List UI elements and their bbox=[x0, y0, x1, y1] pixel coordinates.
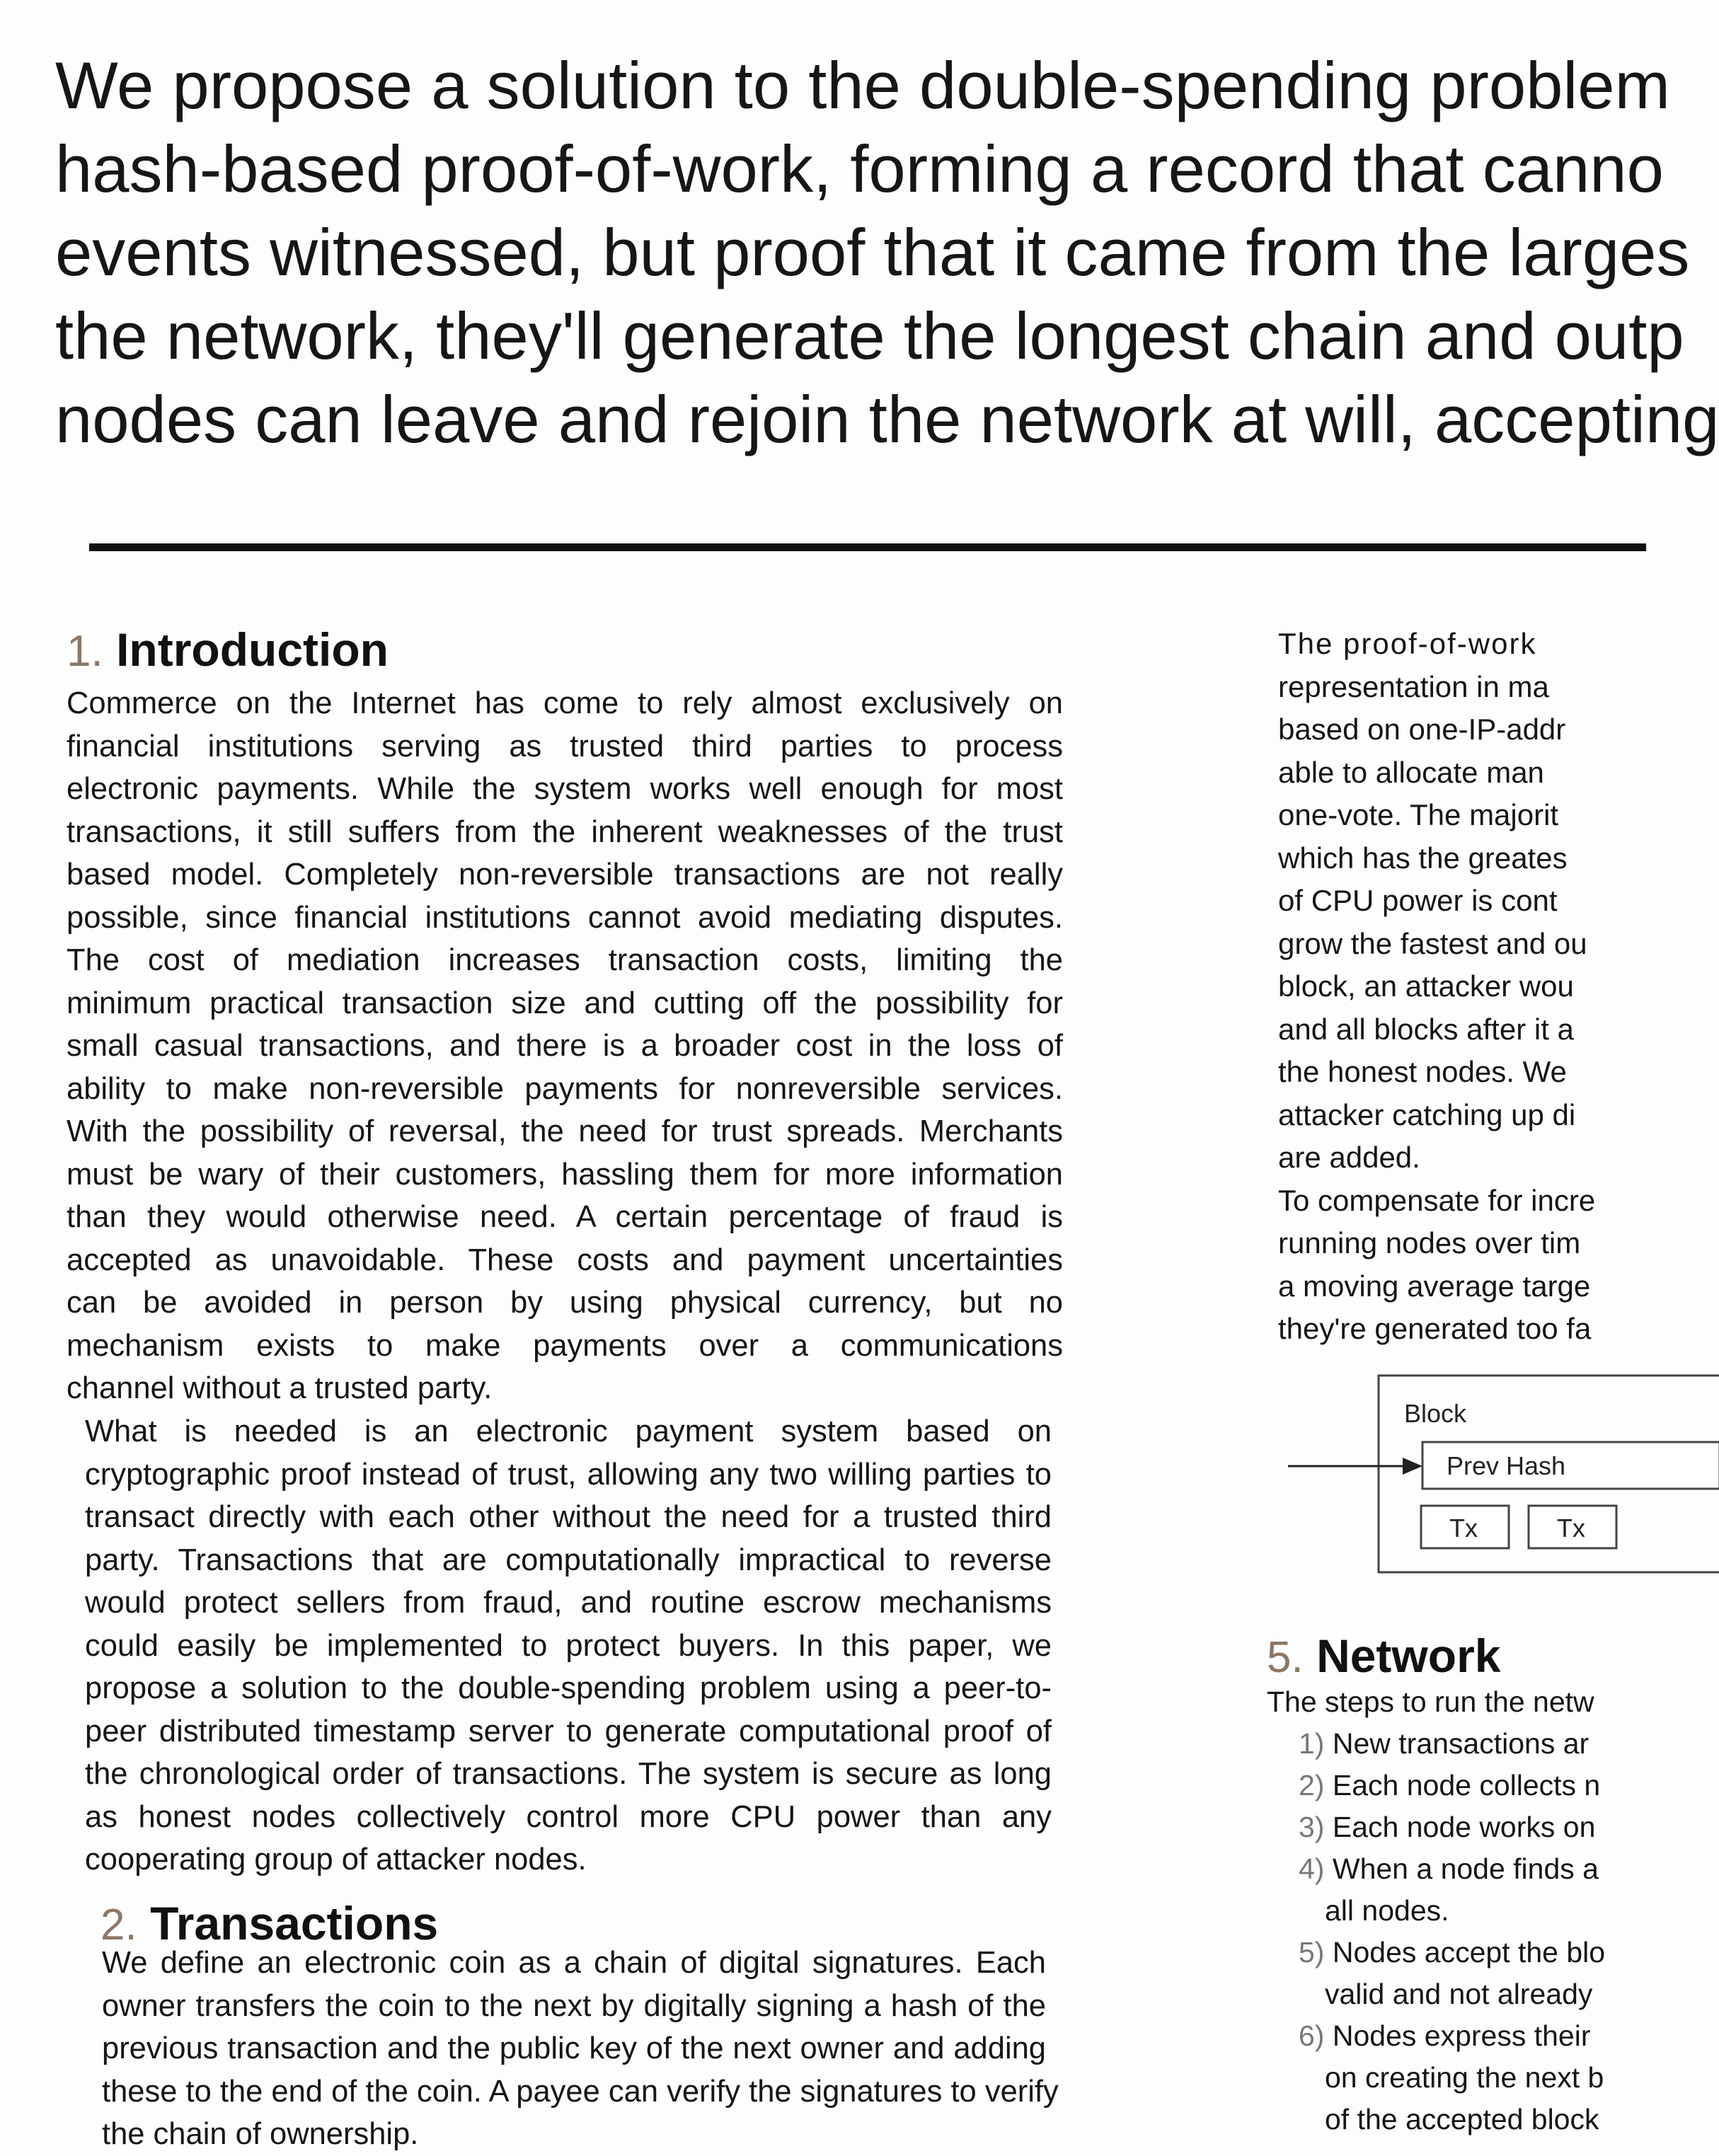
abstract-line: events witnessed, but proof that it came from the larges bbox=[55, 215, 1690, 289]
text-line: can be avoided in person by using physical currency, but no bbox=[67, 1286, 1063, 1320]
network-intro: The steps to run the netw bbox=[1267, 1685, 1594, 1718]
text-line: and all blocks after it a bbox=[1278, 1012, 1574, 1046]
step-number: 4) bbox=[1299, 1852, 1325, 1885]
text-line: they're generated too fa bbox=[1278, 1312, 1592, 1345]
text-line: of CPU power is cont bbox=[1278, 884, 1558, 917]
section-number: 1. bbox=[67, 627, 103, 676]
text-line: owner transfers the coin to the next by digitally signing a hash of the bbox=[102, 1988, 1046, 2023]
step-number: 6) bbox=[1299, 2019, 1325, 2052]
text-line: Commerce on the Internet has come to rely almost exclusively on bbox=[67, 686, 1063, 720]
text-line: would protect sellers from fraud, and routine escrow mechanisms bbox=[85, 1586, 1052, 1620]
text-line: previous transaction and the public key of the next owner and adding bbox=[102, 2031, 1046, 2065]
text-line: as honest nodes collectively control more CPU power than any bbox=[85, 1799, 1052, 1834]
text-line: the chronological order of transactions. The system is secure as long bbox=[85, 1757, 1052, 1791]
text-line: transactions, it still suffers from the inherent weaknesses of the trust bbox=[67, 814, 1063, 849]
abstract-line: We propose a solution to the double-spending problem bbox=[55, 48, 1670, 122]
step-text: New transactions ar bbox=[1332, 1727, 1589, 1760]
step-continuation: valid and not already bbox=[1325, 1978, 1593, 2010]
text-line: able to allocate man bbox=[1278, 755, 1544, 789]
text-line: one-vote. The majorit bbox=[1278, 798, 1559, 831]
list-item bbox=[1267, 1848, 1691, 1890]
section-number: 5. bbox=[1267, 1633, 1304, 1682]
text-line: electronic payments. While the system works well enough for most bbox=[67, 772, 1063, 806]
section-title-network bbox=[1267, 1629, 1500, 1685]
text-line: cryptographic proof instead of trust, allowing any two willing parties to bbox=[85, 1457, 1052, 1492]
text-line: a moving average targe bbox=[1278, 1269, 1591, 1303]
abstract-line: hash-based proof-of-work, forming a record that canno bbox=[55, 132, 1664, 206]
text-line: With the possibility of reversal, the need for trust spreads. Merchants bbox=[67, 1114, 1063, 1148]
text-line: minimum practical transaction size and cutting off the possibility for bbox=[67, 986, 1063, 1020]
text-line: based on one-IP-addr bbox=[1278, 713, 1566, 746]
block-diagram bbox=[1288, 1373, 1713, 1578]
intro-paragraph-2 bbox=[85, 1410, 1052, 1881]
text-line: the chain of ownership. bbox=[102, 2117, 419, 2151]
text-line: running nodes over tim bbox=[1278, 1226, 1581, 1259]
prev-hash-label: Prev Hash bbox=[1447, 1451, 1566, 1480]
text-line: than they would otherwise need. A certain percentage of fraud is bbox=[67, 1200, 1063, 1234]
section-title-text: Network bbox=[1316, 1630, 1501, 1682]
step-text: Each node works on bbox=[1332, 1811, 1596, 1843]
text-line: propose a solution to the double-spending problem using a peer-to- bbox=[85, 1671, 1052, 1705]
transactions-paragraph-1 bbox=[102, 1942, 1059, 2156]
text-line: The proof-of-work bbox=[1278, 627, 1537, 660]
text-line: ability to make non-reversible payments for nonreversible services. bbox=[67, 1071, 1063, 1106]
step-continuation: of the accepted block bbox=[1325, 2103, 1599, 2135]
step-number: 5) bbox=[1299, 1936, 1325, 1968]
section-title-introduction bbox=[67, 623, 389, 679]
step-continuation: on creating the next b bbox=[1325, 2061, 1604, 2094]
proof-of-work-continuation bbox=[1278, 623, 1703, 1351]
tx-label: Tx bbox=[1557, 1514, 1585, 1543]
list-item bbox=[1267, 1932, 1691, 1973]
text-line: must be wary of their customers, hassling them for more information bbox=[67, 1157, 1063, 1192]
text-line: To compensate for incre bbox=[1278, 1183, 1596, 1217]
text-line: block, an attacker wou bbox=[1278, 969, 1574, 1003]
step-number: 1) bbox=[1299, 1727, 1325, 1760]
text-line: channel without a trusted party. bbox=[67, 1371, 493, 1405]
text-line: financial institutions serving as trusted third parties to process bbox=[67, 729, 1063, 763]
text-line: mechanism exists to make payments over a communications bbox=[67, 1328, 1063, 1363]
text-line: The cost of mediation increases transaction costs, limiting the bbox=[67, 943, 1063, 977]
step-number: 2) bbox=[1299, 1769, 1325, 1802]
abstract-line: the network, they'll generate the longest chain and outp bbox=[55, 299, 1684, 373]
text-line: these to the end of the coin. A payee can verify the signatures to verify bbox=[102, 2074, 1059, 2109]
step-text: When a node finds a bbox=[1332, 1852, 1599, 1885]
list-item bbox=[1267, 1765, 1691, 1806]
horizontal-rule bbox=[89, 543, 1646, 551]
text-line: grow the fastest and ou bbox=[1278, 926, 1587, 960]
text-line: cooperating group of attacker nodes. bbox=[85, 1843, 587, 1877]
abstract bbox=[55, 44, 1719, 461]
list-item bbox=[1267, 2015, 1691, 2057]
text-line: transact directly with each other without the need for a trusted third bbox=[85, 1500, 1052, 1534]
step-continuation: all nodes. bbox=[1325, 1894, 1449, 1927]
chain-arrow-head bbox=[1403, 1458, 1422, 1475]
list-item bbox=[1267, 1806, 1691, 1848]
text-line: could easily be implemented to protect buyers. In this paper, we bbox=[85, 1628, 1052, 1663]
text-line: peer distributed timestamp server to generate computational proof of bbox=[85, 1714, 1052, 1748]
text-line: accepted as unavoidable. These costs and payment uncertainties bbox=[67, 1243, 1063, 1277]
step-number: 3) bbox=[1299, 1811, 1325, 1843]
text-line: party. Transactions that are computationally impractical to reverse bbox=[85, 1543, 1052, 1577]
section-title-text: Introduction bbox=[116, 623, 389, 676]
text-line: small casual transactions, and there is a broader cost in the loss of bbox=[67, 1029, 1063, 1063]
text-line: We define an electronic coin as a chain of digital signatures. Each bbox=[102, 1946, 1046, 1980]
text-line: based model. Completely non-reversible transactions are not really bbox=[67, 858, 1063, 892]
text-line: possible, since financial institutions cannot avoid mediating disputes. bbox=[67, 900, 1063, 935]
step-text: Nodes accept the blo bbox=[1332, 1936, 1606, 1968]
text-line: attacker catching up di bbox=[1278, 1097, 1576, 1131]
section-title-text: Transactions bbox=[150, 1897, 439, 1949]
step-text: Nodes express their bbox=[1332, 2019, 1591, 2052]
section-number: 2. bbox=[100, 1901, 137, 1949]
network-steps bbox=[1267, 1681, 1691, 2140]
tx-label: Tx bbox=[1449, 1514, 1478, 1543]
list-item bbox=[1267, 1723, 1691, 1765]
block-label: Block bbox=[1404, 1399, 1467, 1428]
text-line: are added. bbox=[1278, 1141, 1420, 1174]
text-line: What is needed is an electronic payment system based on bbox=[85, 1414, 1052, 1448]
text-line: the honest nodes. We bbox=[1278, 1055, 1567, 1088]
text-line: which has the greates bbox=[1278, 841, 1568, 875]
abstract-line: nodes can leave and rejoin the network at will, accepting bbox=[55, 382, 1719, 456]
step-text: Each node collects n bbox=[1332, 1769, 1601, 1802]
text-line: representation in ma bbox=[1278, 669, 1549, 703]
intro-paragraph-1 bbox=[67, 682, 1063, 1410]
